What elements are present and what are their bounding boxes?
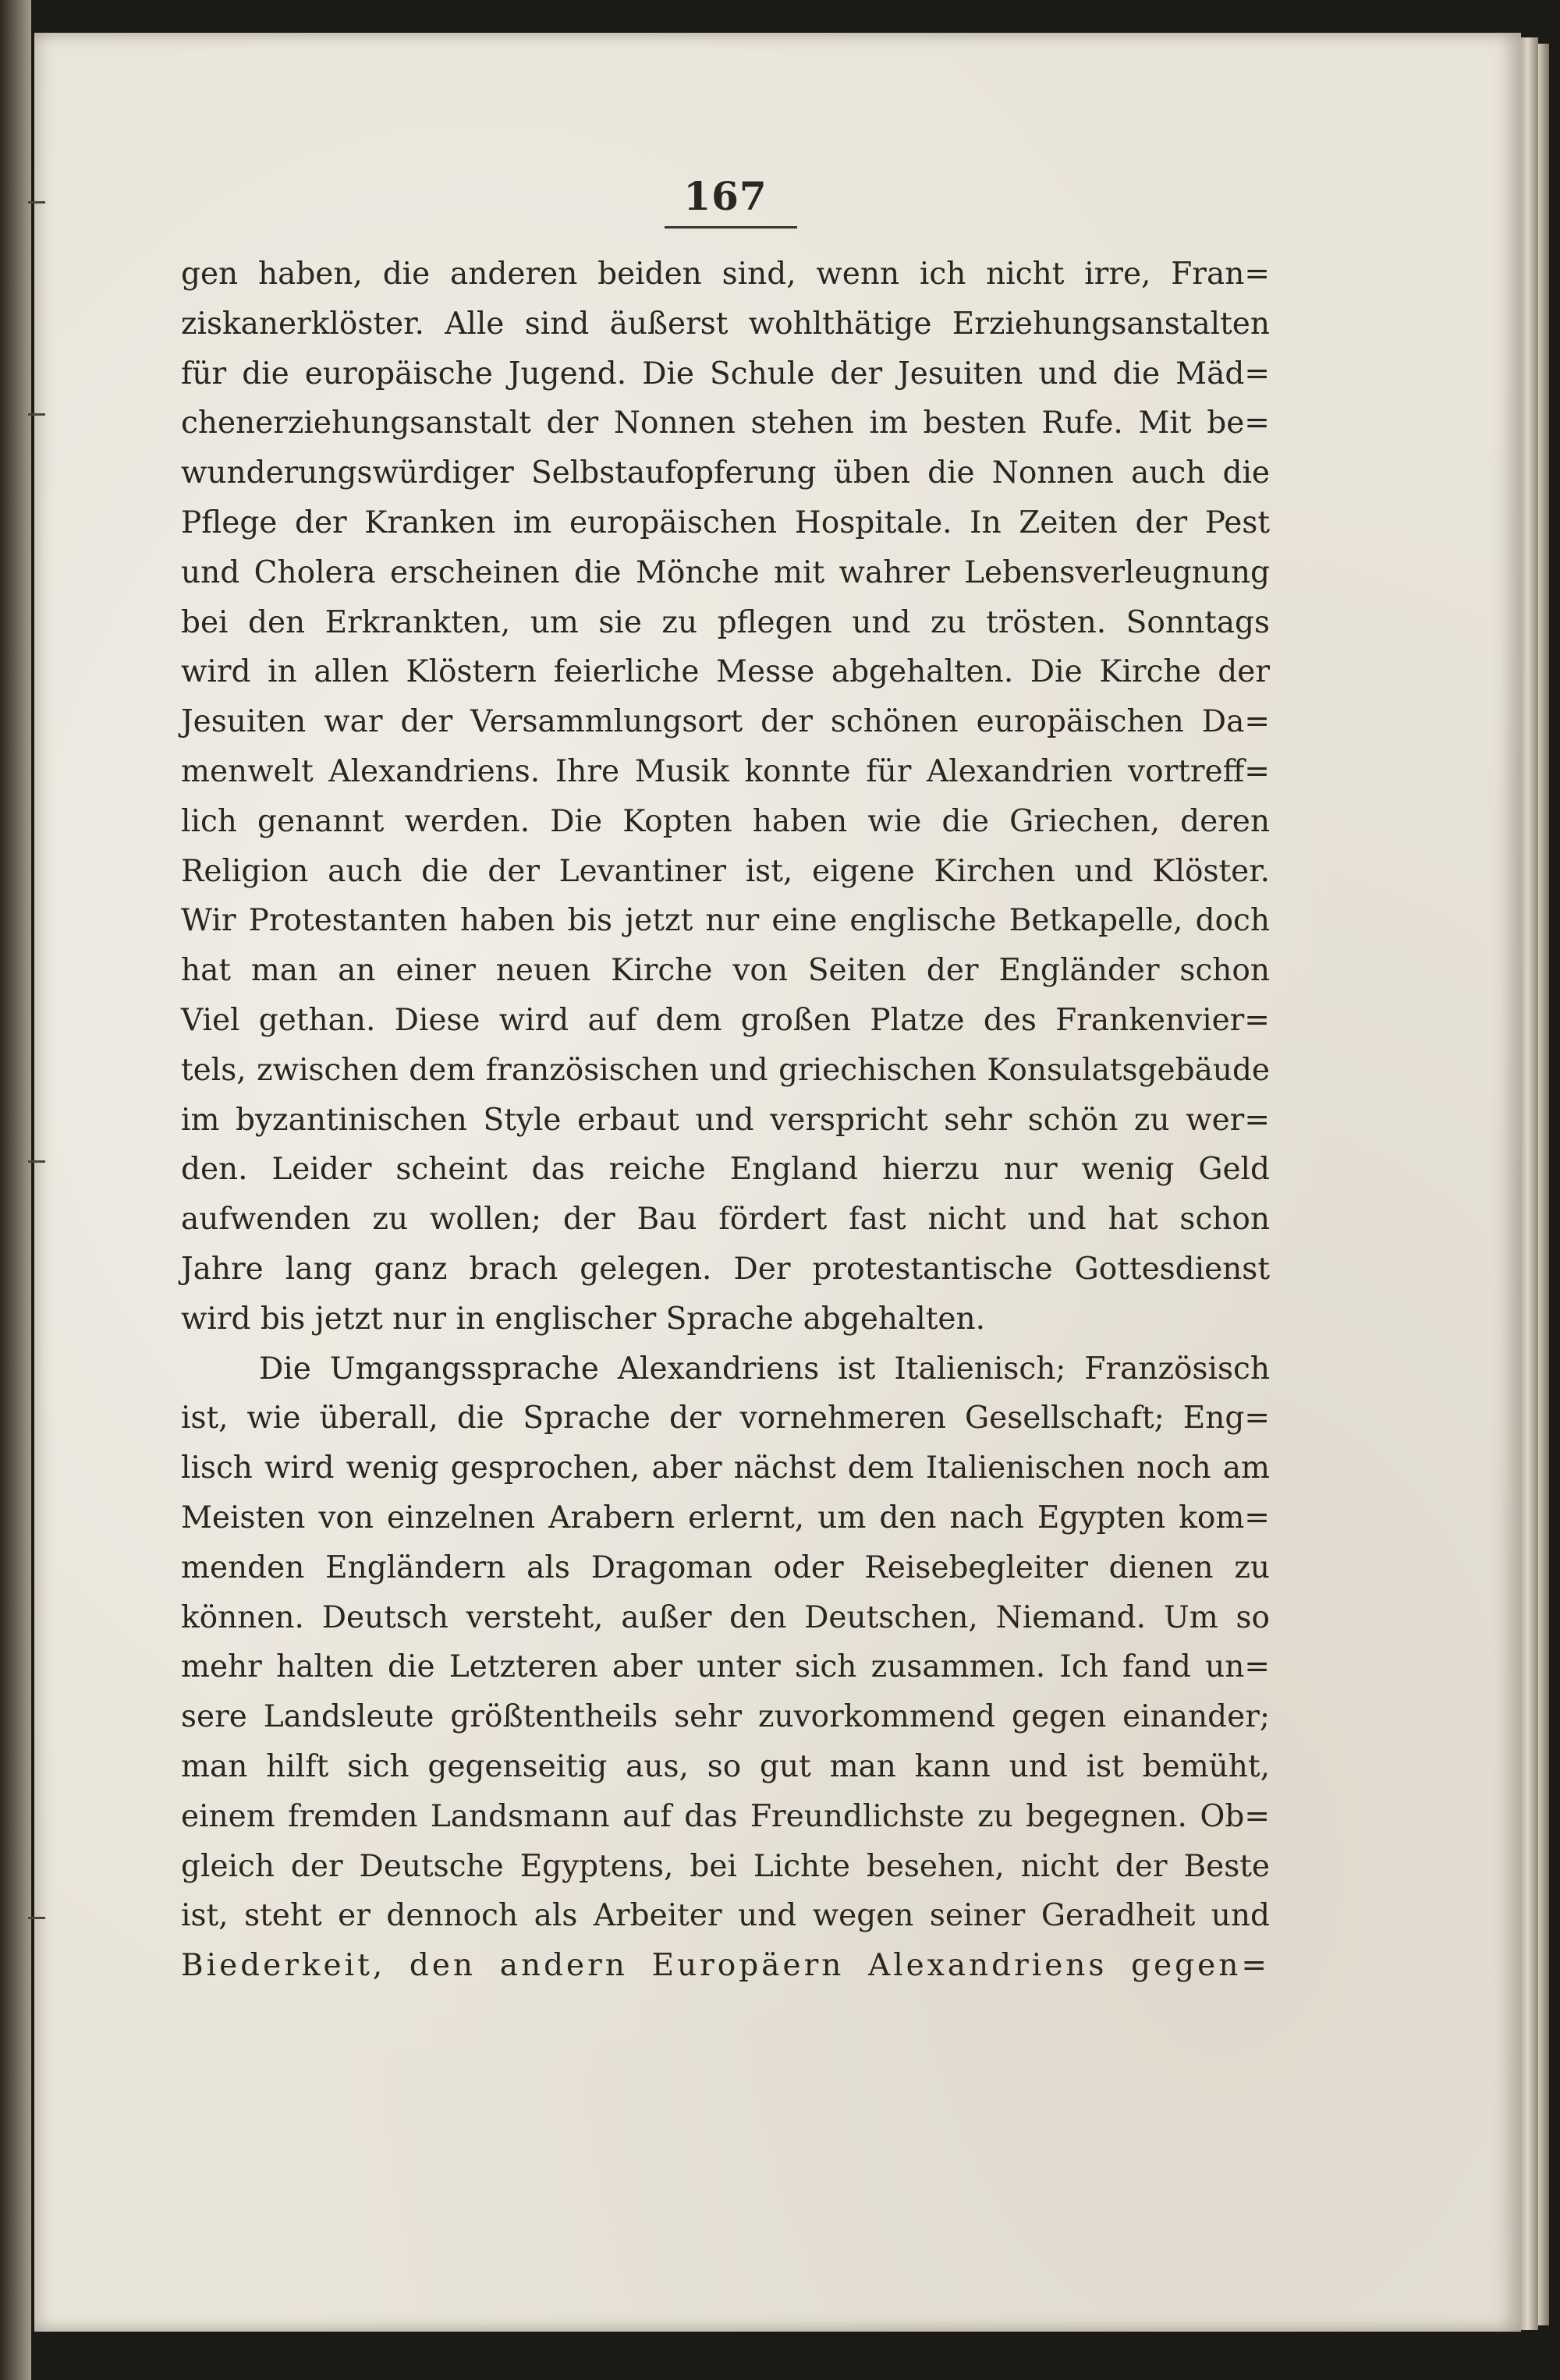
text-line: ist, wie überall, die Sprache der vornehmeren Gesellschaft; Eng=: [181, 1401, 1270, 1436]
margin-mark: [28, 201, 45, 204]
text-line: sere Landsleute größtentheils sehr zuvorkommend gegen einander;: [181, 1699, 1270, 1735]
text-line: Viel gethan. Diese wird auf dem großen Platze des Frankenvier=: [181, 1002, 1270, 1038]
text-line: ziskanerklöster. Alle sind äußerst wohlthätige Erziehungsanstalten: [181, 306, 1270, 342]
text-line: chenerziehungsanstalt der Nonnen stehen im besten Rufe. Mit be=: [181, 406, 1270, 441]
margin-mark: [28, 1160, 45, 1163]
text-line: im byzantinischen Style erbaut und verspricht sehr schön zu wer=: [181, 1102, 1270, 1138]
page-stack-edge: [1538, 44, 1549, 2325]
text-line: können. Deutsch versteht, außer den Deutschen, Niemand. Um so: [181, 1599, 1270, 1635]
text-line: Jahre lang ganz brach gelegen. Der protestantische Gottesdienst: [181, 1251, 1270, 1287]
text-line: Jesuiten war der Versammlungsort der schönen europäischen Da=: [181, 704, 1270, 740]
text-line: ist, steht er dennoch als Arbeiter und wegen seiner Geradheit und: [181, 1898, 1270, 1934]
text-line: wird in allen Klöstern feierliche Messe abgehalten. Die Kirche der: [181, 654, 1270, 690]
text-line: mehr halten die Letzteren aber unter sich zusammen. Ich fand un=: [181, 1649, 1270, 1685]
text-line: Biederkeit, den andern Europäern Alexandriens gegen=: [181, 1948, 1270, 1984]
text-line: lisch wird wenig gesprochen, aber nächst dem Italienischen noch am: [181, 1450, 1270, 1486]
text-line: einem fremden Landsmann auf das Freundlichste zu begegnen. Ob=: [181, 1798, 1270, 1834]
text-line: tels, zwischen dem französischen und griechischen Konsulatsgebäude: [181, 1052, 1270, 1088]
text-line: den. Leider scheint das reiche England hierzu nur wenig Geld: [181, 1152, 1270, 1188]
text-line: man hilft sich gegenseitig aus, so gut man kann und ist bemüht,: [181, 1748, 1270, 1784]
page-edge-right: [1521, 37, 1538, 2330]
text-line: wunderungswürdiger Selbstaufopferung üben die Nonnen auch die: [181, 455, 1270, 491]
paragraph-start-line: Die Umgangssprache Alexandriens ist Italienisch; Französisch: [259, 1351, 1270, 1387]
margin-mark: [28, 1917, 45, 1919]
text-line: Pflege der Kranken im europäischen Hospitale. In Zeiten der Pest: [181, 505, 1270, 540]
text-line: Wir Protestanten haben bis jetzt nur eine englische Betkapelle, doch: [181, 903, 1270, 939]
text-line: Meisten von einzelnen Arabern erlernt, um den nach Egypten kom=: [181, 1500, 1270, 1535]
text-line: und Cholera erscheinen die Mönche mit wahrer Lebensverleugnung: [181, 554, 1270, 590]
body-text: [181, 250, 1270, 1991]
margin-mark: [28, 413, 45, 416]
text-line: bei den Erkrankten, um sie zu pflegen und zu trösten. Sonntags: [181, 604, 1270, 640]
text-line: für die europäische Jugend. Die Schule der Jesuiten und die Mäd=: [181, 356, 1270, 391]
text-line: gleich der Deutsche Egyptens, bei Lichte besehen, nicht der Beste: [181, 1848, 1270, 1884]
text-line: gen haben, die anderen beiden sind, wenn ich nicht irre, Fran=: [181, 257, 1270, 292]
text-line: menden Engländern als Dragoman oder Reisebegleiter dienen zu: [181, 1549, 1270, 1585]
text-line: aufwenden zu wollen; der Bau fördert fast nicht und hat schon: [181, 1202, 1270, 1238]
previous-page-edge: [0, 0, 31, 2380]
page-number: 167: [683, 173, 768, 219]
text-line: lich genannt werden. Die Kopten haben wie die Griechen, deren: [181, 803, 1270, 839]
text-line: hat man an einer neuen Kirche von Seiten der Engländer schon: [181, 953, 1270, 989]
paragraph-end-line: wird bis jetzt nur in englischer Sprache abgehalten.: [181, 1301, 986, 1337]
text-line: menwelt Alexandriens. Ihre Musik konnte für Alexandrien vortreff=: [181, 753, 1270, 789]
page-number-rule: [665, 226, 797, 228]
text-line: Religion auch die der Levantiner ist, eigene Kirchen und Klöster.: [181, 853, 1270, 889]
